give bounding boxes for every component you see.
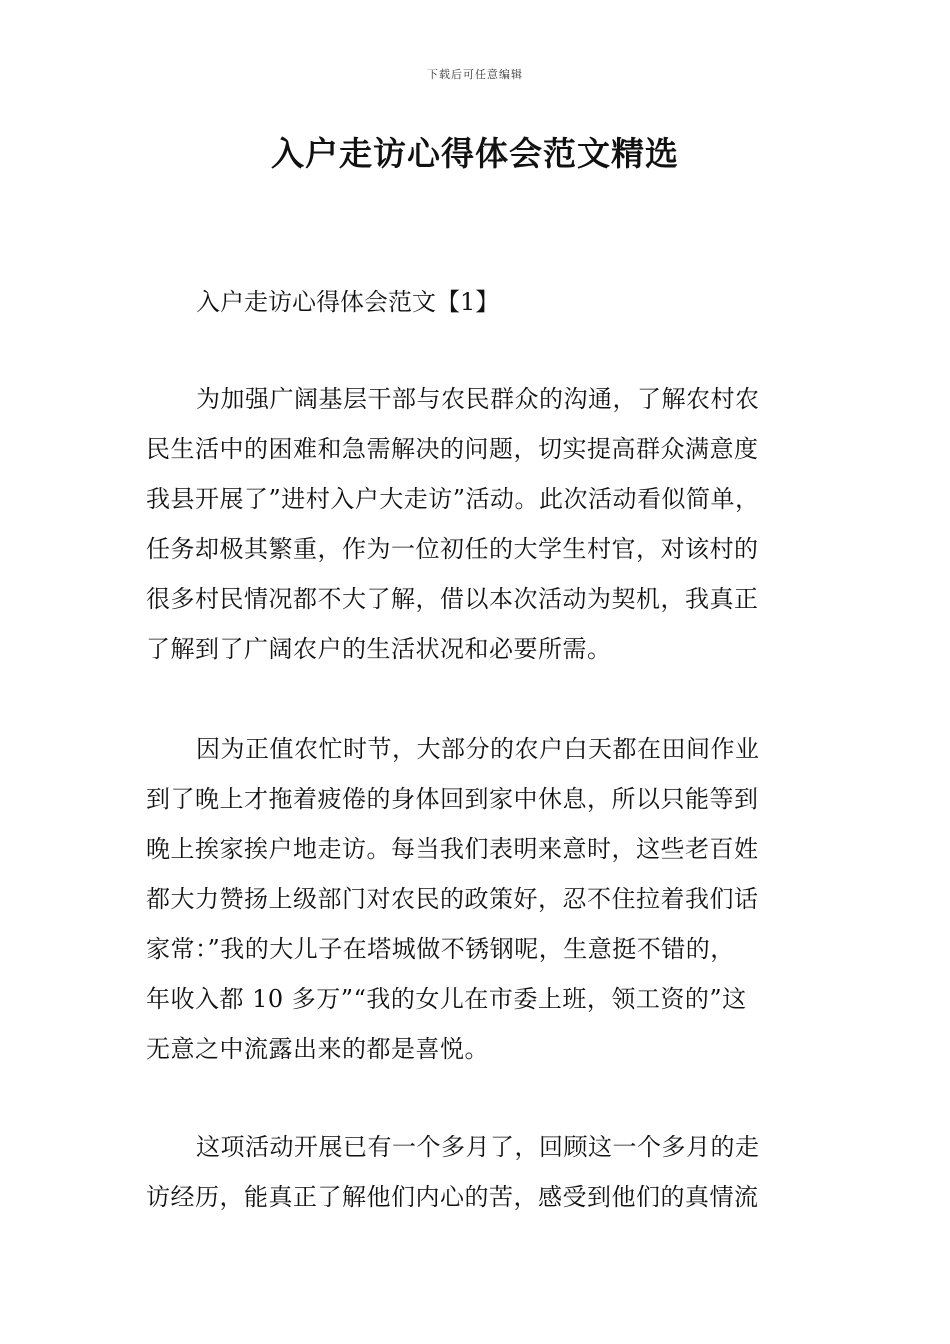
paragraph-line: 家常：”我的大儿子在塔城做不锈钢呢，生意挺不错的， [146,935,735,963]
paragraph-line: 我县开展了”进村入户大走访”活动。此次活动看似简单， [146,485,760,513]
paragraph-line: 年收入都 10 多万”“我的女儿在市委上班，领工资的”这 [146,985,747,1013]
paragraph-3 [146,1122,836,1222]
paragraph-line: 无意之中流露出来的都是喜悦。 [146,1035,489,1063]
section-heading: 入户走访心得体会范文【1】 [196,288,500,316]
paragraph-line: 很多村民情况都不大了解，借以本次活动为契机，我真正 [146,585,759,613]
header-note: 下载后可任意编辑 [427,68,523,81]
paragraph-line: 因为正值农忙时节，大部分的农户白天都在田间作业 [196,735,760,763]
paragraph-line: 都大力赞扬上级部门对农民的政策好，忍不住拉着我们话 [146,885,759,913]
paragraph-line: 了解到了广阔农户的生活状况和必要所需。 [146,635,612,663]
paragraph-line: 民生活中的困难和急需解决的问题，切实提高群众满意度 [146,435,759,463]
paragraph-1 [146,374,836,674]
paragraph-line: 这项活动开展已有一个多月了，回顾这一个多月的走 [196,1133,760,1161]
paragraph-2 [146,724,836,1074]
document-title: 入户走访心得体会范文精选 [271,134,679,173]
paragraph-line: 晚上挨家挨户地走访。每当我们表明来意时，这些老百姓 [146,835,759,863]
paragraph-line: 到了晚上才拖着疲倦的身体回到家中休息，所以只能等到 [146,785,759,813]
paragraph-line: 任务却极其繁重，作为一位初任的大学生村官，对该村的 [146,535,759,563]
paragraph-line: 为加强广阔基层干部与农民群众的沟通，了解农村农 [196,385,760,413]
paragraph-line: 访经历，能真正了解他们内心的苦，感受到他们的真情流 [146,1183,759,1211]
